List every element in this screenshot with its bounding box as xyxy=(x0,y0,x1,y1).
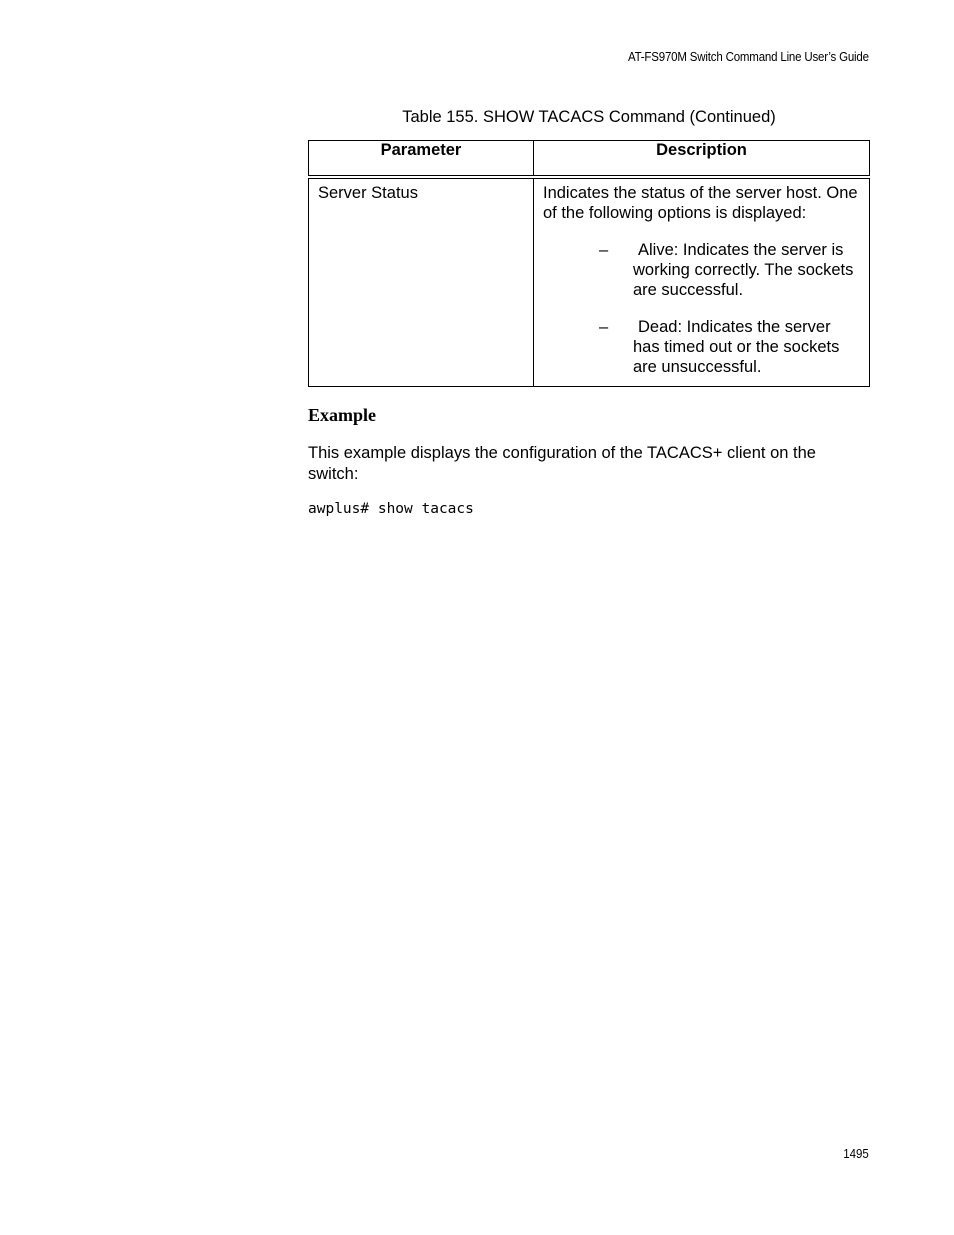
option-text: Alive: Indicates the server is working correctly. The sockets are successful. xyxy=(633,241,854,299)
example-body-text: This example displays the configuration of the TACACS+ client on the switch: xyxy=(308,444,816,483)
option-item-dead xyxy=(599,317,860,377)
table-caption: Table 155. SHOW TACACS Command (Continued) xyxy=(402,108,776,126)
description-cell xyxy=(534,177,870,387)
page-number: 1495 xyxy=(843,1147,869,1161)
table-header-row xyxy=(309,141,870,178)
dash-bullet: – xyxy=(599,241,609,259)
parameter-table xyxy=(308,140,870,387)
column-header-parameter: Parameter xyxy=(309,141,534,178)
column-header-description: Description xyxy=(534,141,870,178)
example-command: awplus# show tacacs xyxy=(308,501,474,517)
description-intro: Indicates the status of the server host. One of the following options is displayed: xyxy=(543,184,858,222)
option-item-alive xyxy=(599,240,860,300)
table-row xyxy=(309,177,870,387)
running-header: AT-FS970M Switch Command Line User’s Guide xyxy=(628,50,869,64)
parameter-cell: Server Status xyxy=(309,177,534,387)
example-heading: Example xyxy=(308,405,377,425)
dash-bullet: – xyxy=(599,318,609,336)
option-text: Dead: Indicates the server has timed out or the sockets are unsuccessful. xyxy=(633,318,840,376)
